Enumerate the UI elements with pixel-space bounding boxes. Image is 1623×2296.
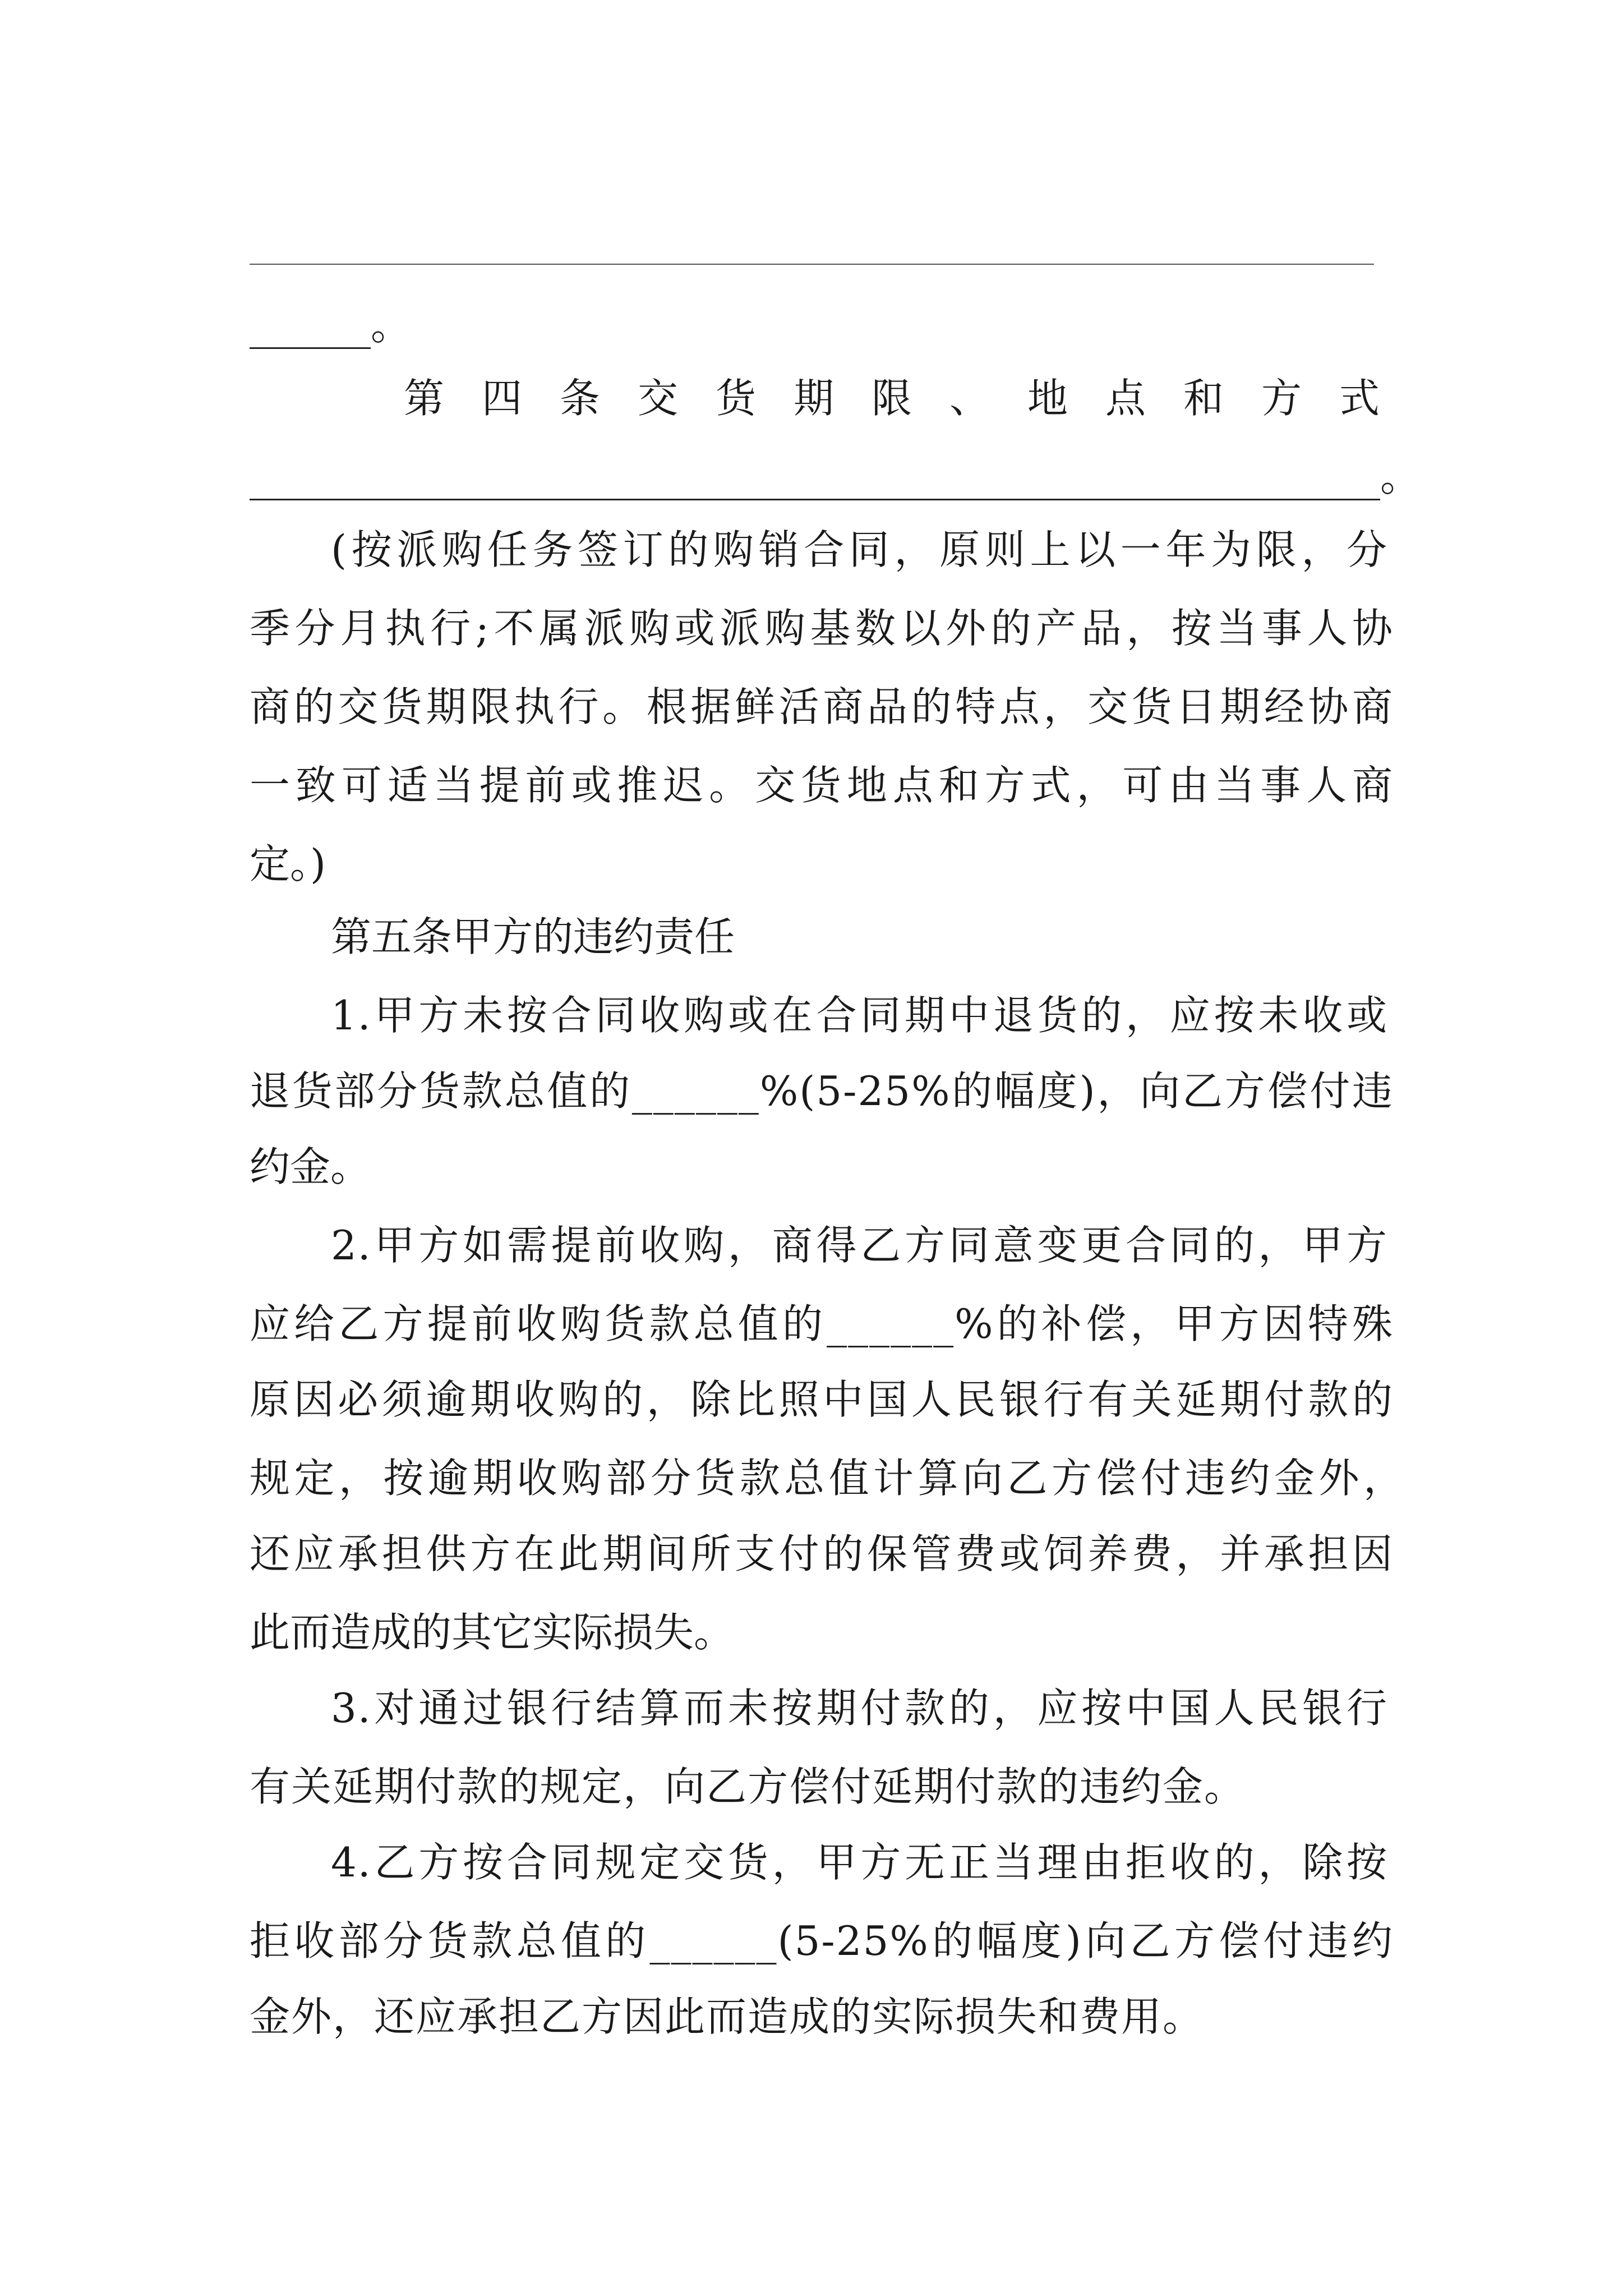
clause-1-line: 1.甲方未按合同收购或在合同期中退货的，应按未收或: [331, 992, 1388, 1039]
clause-1-line: 退货部分货款总值的______%(5-25%的幅度)，向乙方偿付违: [250, 1068, 1394, 1115]
clause-2-line: 2.甲方如需提前收购，商得乙方同意变更合同的，甲方: [331, 1222, 1388, 1269]
article5-heading: 第五条甲方的违约责任: [331, 913, 735, 960]
clause-2-line: 此而造成的其它实际损失。: [250, 1609, 735, 1656]
clause-2-line: 还应承担供方在此期间所支付的保管费或饲养费，并承担因: [250, 1530, 1394, 1577]
clause-4-line: 拒收部分货款总值的______(5-25%的幅度)向乙方偿付违约: [250, 1917, 1394, 1964]
clause-2-line: 规定，按逾期收购部分货款总值计算向乙方偿付违约金外，: [250, 1455, 1405, 1502]
article4-note-line: (按派购任务签订的购销合同，原则上以一年为限，分: [331, 526, 1388, 573]
clause-2-line: 应给乙方提前收购货款总值的______%的补偿，甲方因特殊: [250, 1300, 1394, 1347]
clause-4-line: 金外，还应承担乙方因此而造成的实际损失和费用。: [250, 1993, 1205, 2040]
clause-2-line: 原因必须逾期收购的，除比照中国人民银行有关延期付款的: [250, 1376, 1394, 1423]
article4-note-line: 一致可适当提前或推迟。交货地点和方式，可由当事人商: [250, 762, 1394, 809]
clause-1-line: 约金。: [250, 1143, 371, 1190]
article4-fill-line: ________________________________________________________。: [250, 453, 1421, 500]
article4-note-line: 商的交货期限执行。根据鲜活商品的特点，交货日期经协商: [250, 683, 1394, 730]
clause-3-line: 有关延期付款的规定，向乙方偿付延期付款的违约金。: [250, 1763, 1246, 1810]
blank-line-end: ______。: [250, 302, 412, 349]
clause-3-line: 3.对通过银行结算而未按期付款的，应按中国人民银行: [331, 1685, 1388, 1732]
article4-note-line: 定。): [250, 840, 326, 887]
clause-4-line: 4.乙方按合同规定交货，甲方无正当理由拒收的，除按: [331, 1839, 1388, 1886]
article4-heading: 第四条交货期限、地点和方式: [404, 375, 1391, 422]
article4-note-line: 季分月执行;不属派购或派购基数以外的产品，按当事人协: [250, 605, 1394, 652]
fill-in-line: [250, 264, 1374, 265]
